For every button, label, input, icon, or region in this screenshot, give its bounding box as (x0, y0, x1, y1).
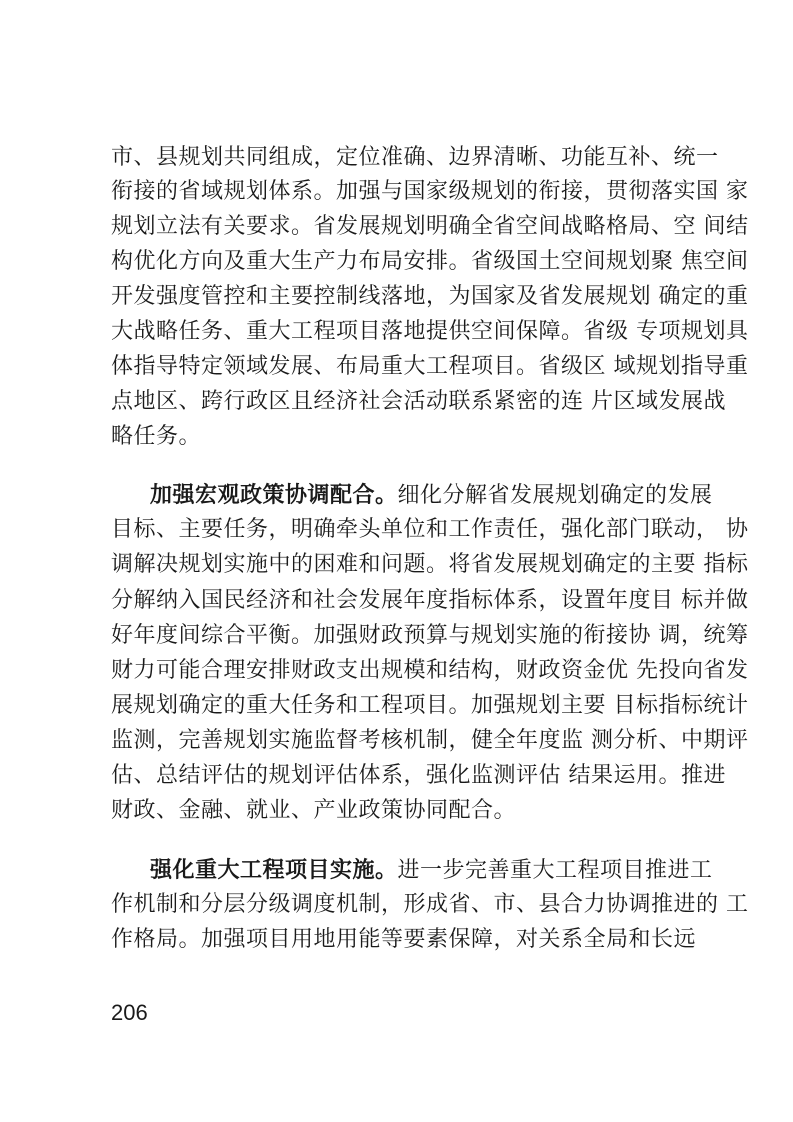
text-line: 衔接的省域规划体系。加强与国家级规划的衔接，贯彻落实国 家 (111, 179, 749, 204)
paragraph-text: 进一步完善重大工程项目推进工 (397, 858, 713, 883)
paragraph-lead-heading: 强化重大工程项目实施。 (150, 857, 398, 883)
text-line: 规划立法有关要求。省发展规划明确全省空间战略格局、空 间结 (111, 214, 749, 239)
text-line: 监测，完善规划实施监督考核机制，健全年度监 测分析、中期评 (111, 728, 749, 753)
text-line: 财力可能合理安排财政支出规模和结构，财政资金优 先投向省发 (111, 658, 749, 683)
text-line: 体指导特定领域发展、布局重大工程项目。省级区 域规划指导重 (111, 354, 749, 379)
text-line: 作机制和分层分级调度机制，形成省、市、县合力协调推进的 工 (111, 892, 749, 917)
text-line: 市、县规划共同组成，定位准确、边界清晰、功能互补、统一 (111, 145, 719, 170)
text-line: 调解决规划实施中的困难和问题。将省发展规划确定的主要 指标 (111, 552, 749, 577)
text-line: 点地区、跨行政区且经济社会活动联系紧密的连 片区域发展战 (111, 389, 726, 414)
text-line: 大战略任务、重大工程项目落地提供空间保障。省级 专项规划具 (111, 319, 749, 344)
text-line: 目标、主要任务，明确牵头单位和工作责任，强化部门联动， 协 (111, 517, 749, 542)
text-line: 估、总结评估的规划评估体系，强化监测评估 结果运用。推进 (111, 763, 726, 788)
paragraph-lead-heading: 加强宏观政策协调配合。 (150, 482, 398, 508)
text-line: 展规划确定的重大任务和工程项目。加强规划主要 目标指标统计 (111, 693, 749, 718)
text-line: 构优化方向及重大生产力布局安排。省级国土空间规划聚 焦空间 (111, 249, 749, 274)
text-line: 略任务。 (111, 424, 202, 449)
text-line: 好年度间综合平衡。加强财政预算与规划实施的衔接协 调，统筹 (111, 623, 749, 648)
text-line: 财政、金融、就业、产业政策协同配合。 (111, 798, 517, 823)
text-line: 作格局。加强项目用地用能等要素保障，对关系全局和长远 (111, 927, 697, 952)
text-line: 开发强度管控和主要控制线落地，为国家及省发展规划 确定的重 (111, 284, 749, 309)
text-line: 分解纳入国民经济和社会发展年度指标体系，设置年度目 标并做 (111, 588, 749, 613)
page-number: 206 (111, 1000, 148, 1025)
paragraph-first-line (150, 855, 713, 885)
paragraph-text: 细化分解省发展规划确定的发展 (397, 483, 713, 508)
paragraph-first-line (150, 480, 713, 510)
